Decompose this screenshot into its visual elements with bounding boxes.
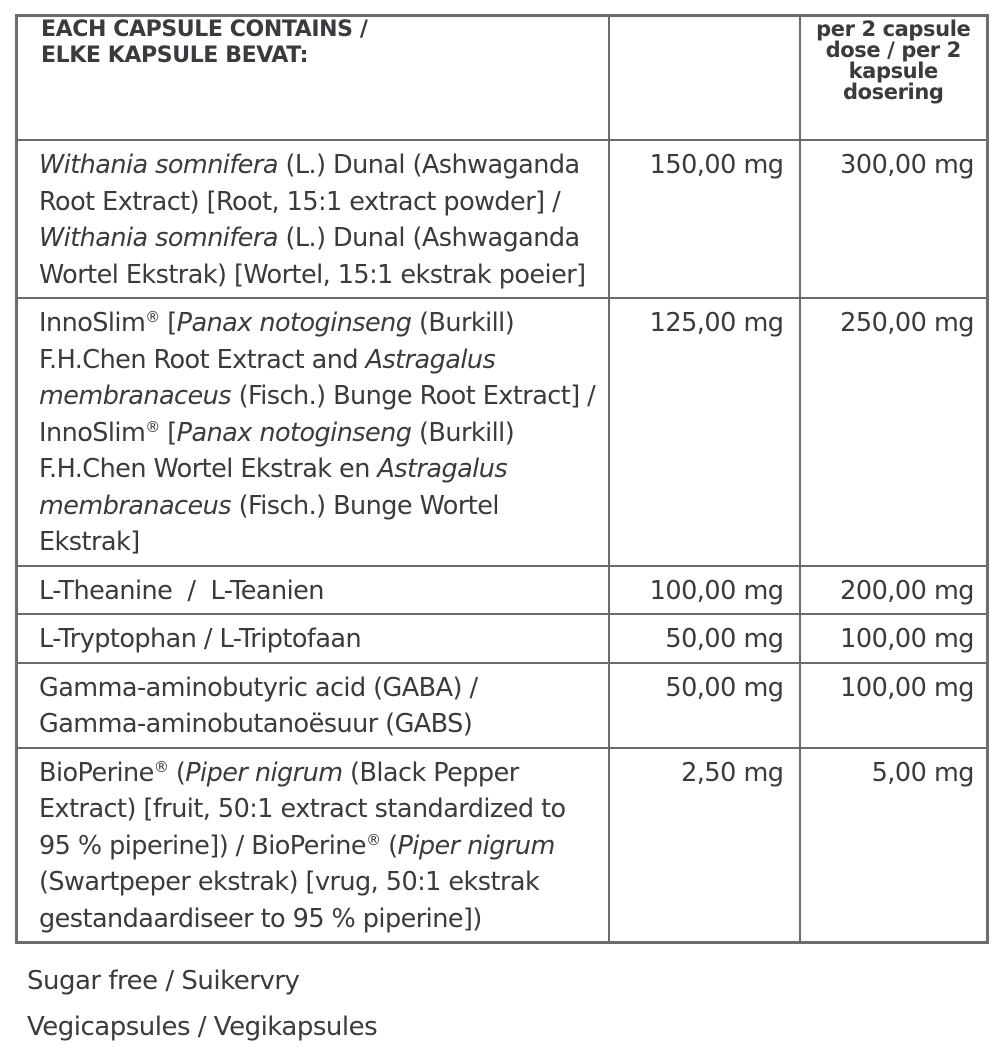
ingredient-text: (L.) Dunal (Ashwaganda [277,223,580,253]
ingredient-text: gestandaardiseer to 95 % piperine]) [39,903,482,934]
dose-header-line: kapsule [848,59,938,83]
ingredient-text: Piper nigrum [185,757,343,788]
ingredients-table [15,14,989,944]
per-capsule-amount: 100,00 mg [609,566,800,615]
ingredient-text: (Burkill) [411,417,515,448]
registered-mark: ® [145,308,160,326]
ingredient-text: InnoSlim [39,417,146,448]
ingredient-text: [ [159,308,177,338]
per-dose-amount: 300,00 mg [800,140,988,298]
table-row [17,298,988,566]
registered-mark: ® [366,830,381,849]
ingredient-text: InnoSlim [39,308,146,338]
per-capsule-amount: 125,00 mg [609,298,800,566]
per-capsule-amount: 50,00 mg [609,663,800,748]
ingredient-text: Extract) [fruit, 50:1 extract standardized to [39,794,566,824]
ingredient-text: Astragalus [365,344,496,375]
ingredient-name [17,566,609,615]
ingredient-text: (Fisch.) Bunge Wortel Ekstrak] [39,490,499,557]
table-row [17,140,988,298]
per-dose-amount: 250,00 mg [800,298,988,566]
table-row [17,614,988,663]
per-dose-amount: 100,00 mg [800,663,988,748]
ingredient-text: membranaceus [39,490,232,521]
ingredient-text: (Burkill) [411,308,515,338]
ingredient-text: (L.) Dunal (Ashwaganda [277,150,580,180]
per-dose-header [800,16,988,141]
ingredient-name [17,140,609,298]
ingredient-text: L-Tryptophan / L-Triptofaan [39,624,362,654]
per-dose-amount: 100,00 mg [800,614,988,663]
ingredient-name [17,663,609,748]
vegicapsules-note: Vegicapsules / Vegikapsules [27,1012,378,1042]
per-capsule-header [609,16,800,141]
registered-mark: ® [145,417,160,436]
ingredient-name [17,298,609,566]
ingredient-text: F.H.Chen Wortel Ekstrak en [39,454,378,484]
ingredient-text: ( [380,830,398,861]
ingredient-text: ( [168,757,186,788]
per-capsule-amount: 50,00 mg [609,614,800,663]
sugar-free-note: Sugar free / Suikervry [27,966,300,996]
table-row [17,748,988,943]
ingredient-text: (Swartpeper ekstrak) [vrug, 50:1 ekstrak [39,867,540,897]
ingredient-text: Panax notoginseng [176,308,412,338]
ingredient-text: Root Extract) [Root, 15:1 extract powder] / [39,186,561,217]
per-dose-amount: 5,00 mg [800,748,988,943]
ingredient-text: [ [159,417,177,448]
contains-header [17,16,609,141]
per-dose-amount: 200,00 mg [800,566,988,615]
registered-mark: ® [153,757,169,776]
ingredient-text: Astragalus [377,454,508,484]
ingredient-text: membranaceus [39,381,232,411]
ingredient-name [17,614,609,663]
per-capsule-amount: 2,50 mg [609,748,800,943]
per-capsule-amount: 150,00 mg [609,140,800,298]
ingredient-text: Gamma-aminobutyric acid (GABA) / [39,672,478,703]
ingredient-text: Piper nigrum [397,830,555,861]
ingredient-text: Panax notoginseng [176,417,412,448]
contains-header-line: ELKE KAPSULE BEVAT: [41,43,309,68]
contains-header-line: EACH CAPSULE CONTAINS / [41,17,368,42]
ingredient-text: Withania somnifera [39,150,278,180]
ingredient-text: L-Theanine / L-Teanien [39,575,324,606]
ingredient-name [17,748,609,943]
ingredient-text: Gamma-aminobutanoësuur (GABS) [39,709,473,739]
ingredient-text: Wortel Ekstrak) [Wortel, 15:1 ekstrak poeier] [39,259,586,290]
table-row [17,566,988,615]
dose-header-line: dose / per 2 [825,38,961,62]
dose-header-line: dosering [842,80,944,104]
table-header-row [17,16,988,141]
ingredient-text: BioPerine [39,757,154,788]
ingredient-text: Withania somnifera [39,223,278,253]
ingredient-text: F.H.Chen Root Extract and [39,344,366,375]
dose-header-line: per 2 capsule [816,17,971,41]
ingredient-text: (Fisch.) Bunge Root Extract] / [231,381,596,411]
table-row [17,663,988,748]
ingredient-text: (Black Pepper [342,757,519,788]
ingredient-text: 95 % piperine]) / BioPerine [39,830,367,861]
